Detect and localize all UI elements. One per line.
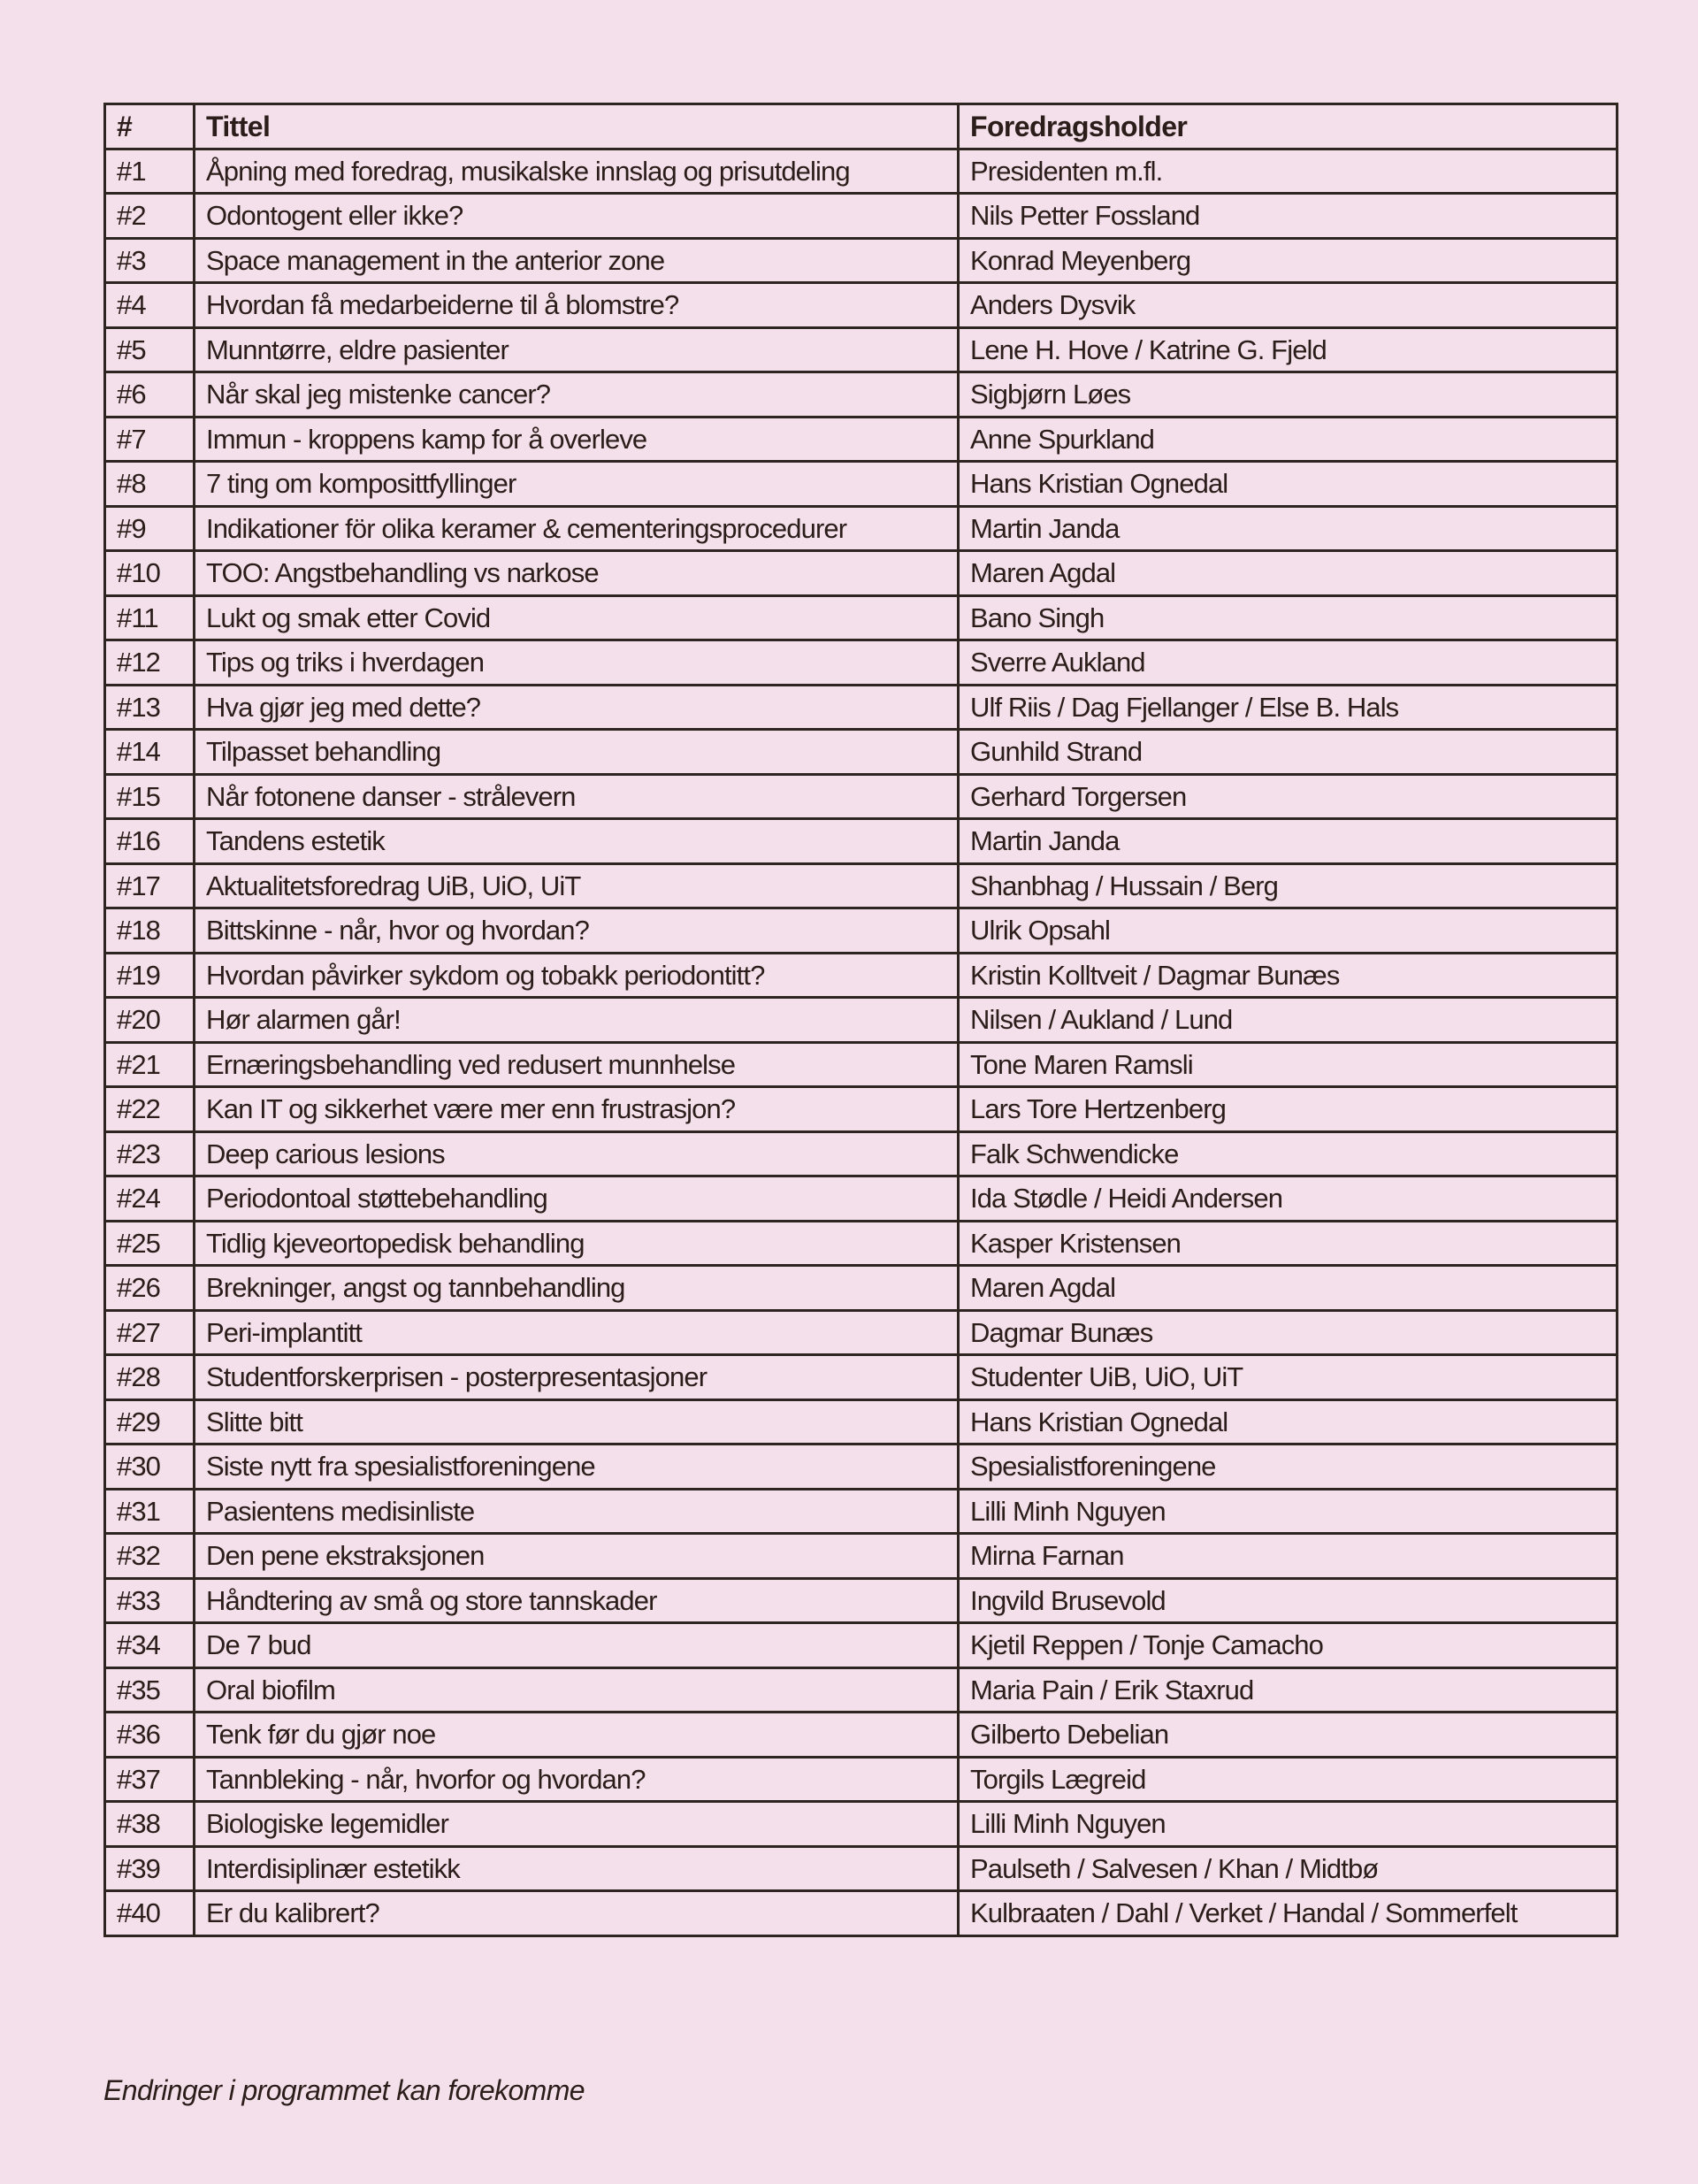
cell-number: #40 [105, 1891, 195, 1936]
cell-speaker: Lilli Minh Nguyen [959, 1489, 1618, 1534]
cell-number: #26 [105, 1266, 195, 1311]
cell-title: Munntørre, eldre pasienter [195, 327, 959, 372]
table-row [105, 1131, 1618, 1176]
cell-speaker: Torgils Lægreid [959, 1757, 1618, 1802]
cell-number: #24 [105, 1176, 195, 1222]
cell-title: Åpning med foredrag, musikalske innslag og prisutdeling [195, 149, 959, 194]
cell-number: #33 [105, 1578, 195, 1623]
table-row [105, 1623, 1618, 1668]
cell-speaker: Gunhild Strand [959, 730, 1618, 775]
cell-speaker: Studenter UiB, UiO, UiT [959, 1355, 1618, 1400]
cell-title: Hva gjør jeg med dette? [195, 685, 959, 730]
cell-number: #10 [105, 551, 195, 596]
table-row [105, 1534, 1618, 1579]
cell-speaker: Presidenten m.fl. [959, 149, 1618, 194]
cell-title: Når fotonene danser - strålevern [195, 774, 959, 819]
cell-title: Er du kalibrert? [195, 1891, 959, 1936]
cell-number: #20 [105, 998, 195, 1043]
cell-number: #15 [105, 774, 195, 819]
header-title: Tittel [195, 104, 959, 149]
cell-speaker: Nils Petter Fossland [959, 194, 1618, 239]
cell-speaker: Shanbhag / Hussain / Berg [959, 863, 1618, 908]
cell-title: Odontogent eller ikke? [195, 194, 959, 239]
cell-number: #16 [105, 819, 195, 864]
cell-title: Tilpasset behandling [195, 730, 959, 775]
cell-title: Tips og triks i hverdagen [195, 640, 959, 686]
cell-speaker: Anders Dysvik [959, 283, 1618, 328]
cell-number: #3 [105, 238, 195, 283]
cell-title: Håndtering av små og store tannskader [195, 1578, 959, 1623]
cell-speaker: Martin Janda [959, 819, 1618, 864]
cell-title: Bittskinne - når, hvor og hvordan? [195, 908, 959, 954]
table-row [105, 238, 1618, 283]
cell-speaker: Maren Agdal [959, 1266, 1618, 1311]
cell-number: #14 [105, 730, 195, 775]
cell-speaker: Ulrik Opsahl [959, 908, 1618, 954]
table-row [105, 194, 1618, 239]
cell-speaker: Hans Kristian Ognedal [959, 462, 1618, 507]
cell-title: Studentforskerprisen - posterpresentasjoner [195, 1355, 959, 1400]
table-row [105, 1713, 1618, 1758]
cell-title: Kan IT og sikkerhet være mer enn frustrasjon? [195, 1087, 959, 1132]
table-row [105, 1355, 1618, 1400]
cell-speaker: Gerhard Torgersen [959, 774, 1618, 819]
cell-number: #38 [105, 1802, 195, 1847]
cell-speaker: Ida Stødle / Heidi Andersen [959, 1176, 1618, 1222]
cell-title: 7 ting om komposittfyllinger [195, 462, 959, 507]
cell-number: #31 [105, 1489, 195, 1534]
program-table [103, 103, 1618, 1937]
table-row [105, 1578, 1618, 1623]
cell-number: #7 [105, 417, 195, 462]
cell-number: #23 [105, 1131, 195, 1176]
cell-title: Pasientens medisinliste [195, 1489, 959, 1534]
table-row [105, 595, 1618, 640]
cell-title: Når skal jeg mistenke cancer? [195, 372, 959, 418]
cell-speaker: Kasper Kristensen [959, 1221, 1618, 1266]
table-row [105, 1310, 1618, 1355]
cell-number: #6 [105, 372, 195, 418]
cell-title: Tenk før du gjør noe [195, 1713, 959, 1758]
cell-speaker: Ulf Riis / Dag Fjellanger / Else B. Hals [959, 685, 1618, 730]
cell-title: Immun - kroppens kamp for å overleve [195, 417, 959, 462]
cell-number: #8 [105, 462, 195, 507]
cell-speaker: Gilberto Debelian [959, 1713, 1618, 1758]
cell-number: #1 [105, 149, 195, 194]
table-row [105, 551, 1618, 596]
cell-title: Oral biofilm [195, 1667, 959, 1713]
cell-number: #19 [105, 953, 195, 998]
cell-speaker: Lene H. Hove / Katrine G. Fjeld [959, 327, 1618, 372]
cell-number: #37 [105, 1757, 195, 1802]
cell-number: #13 [105, 685, 195, 730]
cell-speaker: Sverre Aukland [959, 640, 1618, 686]
cell-speaker: Paulseth / Salvesen / Khan / Midtbø [959, 1846, 1618, 1891]
table-row [105, 1802, 1618, 1847]
cell-speaker: Konrad Meyenberg [959, 238, 1618, 283]
table-row [105, 506, 1618, 551]
header-speaker: Foredragsholder [959, 104, 1618, 149]
table-row [105, 1399, 1618, 1445]
header-number: # [105, 104, 195, 149]
cell-number: #12 [105, 640, 195, 686]
table-row [105, 1176, 1618, 1222]
cell-title: Interdisiplinær estetikk [195, 1846, 959, 1891]
cell-title: Hvordan få medarbeiderne til å blomstre? [195, 283, 959, 328]
cell-number: #4 [105, 283, 195, 328]
cell-title: Tannbleking - når, hvorfor og hvordan? [195, 1757, 959, 1802]
cell-speaker: Bano Singh [959, 595, 1618, 640]
cell-title: Indikationer för olika keramer & cementeringsprocedurer [195, 506, 959, 551]
table-row [105, 640, 1618, 686]
cell-speaker: Nilsen / Aukland / Lund [959, 998, 1618, 1043]
table-row [105, 1087, 1618, 1132]
cell-title: Deep carious lesions [195, 1131, 959, 1176]
table-row [105, 998, 1618, 1043]
cell-speaker: Martin Janda [959, 506, 1618, 551]
cell-title: Den pene ekstraksjonen [195, 1534, 959, 1579]
table-row [105, 730, 1618, 775]
cell-number: #29 [105, 1399, 195, 1445]
cell-title: Aktualitetsforedrag UiB, UiO, UiT [195, 863, 959, 908]
cell-speaker: Ingvild Brusevold [959, 1578, 1618, 1623]
cell-title: Ernæringsbehandling ved redusert munnhelse [195, 1042, 959, 1087]
cell-title: De 7 bud [195, 1623, 959, 1668]
cell-number: #35 [105, 1667, 195, 1713]
cell-speaker: Lars Tore Hertzenberg [959, 1087, 1618, 1132]
table-row [105, 1042, 1618, 1087]
cell-number: #28 [105, 1355, 195, 1400]
cell-speaker: Maria Pain / Erik Staxrud [959, 1667, 1618, 1713]
cell-title: Space management in the anterior zone [195, 238, 959, 283]
table-header-row [105, 104, 1618, 149]
cell-number: #5 [105, 327, 195, 372]
cell-title: Tandens estetik [195, 819, 959, 864]
cell-number: #17 [105, 863, 195, 908]
cell-title: TOO: Angstbehandling vs narkose [195, 551, 959, 596]
table-row [105, 372, 1618, 418]
table-row [105, 417, 1618, 462]
cell-number: #11 [105, 595, 195, 640]
cell-number: #18 [105, 908, 195, 954]
cell-number: #39 [105, 1846, 195, 1891]
table-row [105, 863, 1618, 908]
table-row [105, 819, 1618, 864]
cell-title: Tidlig kjeveortopedisk behandling [195, 1221, 959, 1266]
table-row [105, 149, 1618, 194]
cell-number: #25 [105, 1221, 195, 1266]
cell-speaker: Mirna Farnan [959, 1534, 1618, 1579]
table-row [105, 1489, 1618, 1534]
cell-speaker: Kulbraaten / Dahl / Verket / Handal / Sommerfelt [959, 1891, 1618, 1936]
cell-title: Hør alarmen går! [195, 998, 959, 1043]
cell-speaker: Anne Spurkland [959, 417, 1618, 462]
cell-speaker: Sigbjørn Løes [959, 372, 1618, 418]
cell-speaker: Kristin Kolltveit / Dagmar Bunæs [959, 953, 1618, 998]
cell-title: Siste nytt fra spesialistforeningene [195, 1445, 959, 1490]
cell-speaker: Dagmar Bunæs [959, 1310, 1618, 1355]
cell-number: #2 [105, 194, 195, 239]
cell-title: Brekninger, angst og tannbehandling [195, 1266, 959, 1311]
cell-title: Biologiske legemidler [195, 1802, 959, 1847]
table-row [105, 1445, 1618, 1490]
table-row [105, 953, 1618, 998]
cell-speaker: Spesialistforeningene [959, 1445, 1618, 1490]
cell-title: Periodontoal støttebehandling [195, 1176, 959, 1222]
cell-title: Hvordan påvirker sykdom og tobakk periodontitt? [195, 953, 959, 998]
cell-speaker: Lilli Minh Nguyen [959, 1802, 1618, 1847]
table-row [105, 1757, 1618, 1802]
table-row [105, 685, 1618, 730]
cell-speaker: Falk Schwendicke [959, 1131, 1618, 1176]
table-row [105, 1891, 1618, 1936]
cell-number: #34 [105, 1623, 195, 1668]
cell-title: Lukt og smak etter Covid [195, 595, 959, 640]
table-row [105, 1846, 1618, 1891]
cell-number: #30 [105, 1445, 195, 1490]
cell-number: #27 [105, 1310, 195, 1355]
table-row [105, 1667, 1618, 1713]
cell-number: #21 [105, 1042, 195, 1087]
cell-number: #36 [105, 1713, 195, 1758]
cell-speaker: Maren Agdal [959, 551, 1618, 596]
table-body [105, 149, 1618, 1935]
table-row [105, 283, 1618, 328]
cell-title: Peri-implantitt [195, 1310, 959, 1355]
cell-number: #22 [105, 1087, 195, 1132]
cell-number: #9 [105, 506, 195, 551]
cell-speaker: Hans Kristian Ognedal [959, 1399, 1618, 1445]
table-row [105, 908, 1618, 954]
table-row [105, 1266, 1618, 1311]
table-row [105, 327, 1618, 372]
cell-speaker: Kjetil Reppen / Tonje Camacho [959, 1623, 1618, 1668]
cell-speaker: Tone Maren Ramsli [959, 1042, 1618, 1087]
cell-number: #32 [105, 1534, 195, 1579]
table-row [105, 1221, 1618, 1266]
cell-title: Slitte bitt [195, 1399, 959, 1445]
table-row [105, 774, 1618, 819]
table-row [105, 462, 1618, 507]
footer-note: Endringer i programmet kan forekomme [103, 2074, 585, 2106]
